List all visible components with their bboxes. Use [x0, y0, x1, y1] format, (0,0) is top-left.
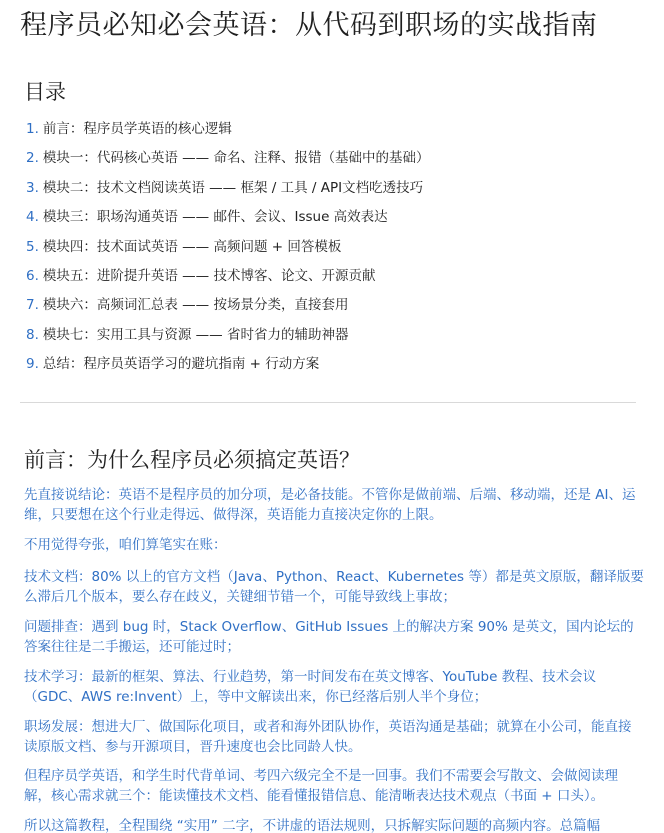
toc-item[interactable]: 6. 模块五：进阶提升英语 —— 技术博客、论文、开源贡献	[26, 267, 376, 284]
paragraph: 技术文档：80% 以上的官方文档（Java、Python、React、Kubernetes 等）都是英文原版，翻译版要么滞后几个版本，要么存在歧义，关键细节错一个，可能导致线上事故；	[24, 569, 644, 605]
toc-item[interactable]: 3. 模块二：技术文档阅读英语 —— 框架 / 工具 / API文档吃透技巧	[26, 179, 424, 196]
toc-item[interactable]: 1. 前言：程序员学英语的核心逻辑	[26, 121, 232, 137]
paragraph: 不用觉得夸张，咱们算笔实在账：	[24, 537, 227, 553]
paragraph: 问题排查：遇到 bug 时，Stack Overflow、GitHub Issues 上的解决方案 90% 是英文，国内论坛的答案往往是二手搬运，还可能过时；	[24, 619, 634, 655]
section-divider	[20, 402, 636, 403]
toc-item[interactable]: 4. 模块三：职场沟通英语 —— 邮件、会议、Issue 高效表达	[26, 209, 388, 226]
paragraph: 职场发展：想进大厂、做国际化项目，或者和海外团队协作，英语沟通是基础；就算在小公司，能直接读原版文档、参与开源项目，晋升速度也会比同龄人快。	[24, 719, 632, 755]
toc-item[interactable]: 9. 总结：程序员英语学习的避坑指南 + 行动方案	[26, 356, 320, 373]
toc-item[interactable]: 8. 模块七：实用工具与资源 —— 省时省力的辅助神器	[26, 326, 349, 343]
paragraph: 但程序员学英语，和学生时代背单词、考四六级完全不是一回事。我们不需要会写散文、会做阅读理解，核心需求就三个：能读懂技术文档、能看懂报错信息、能清晰表达技术观点（书面 + 口头）。	[24, 768, 618, 804]
section-heading: 前言：为什么程序员必须搞定英语？	[24, 448, 360, 472]
table-of-contents	[26, 118, 429, 383]
toc-item[interactable]: 5. 模块四：技术面试英语 —— 高频问题 + 回答模板	[26, 238, 342, 255]
toc-heading: 目录	[24, 80, 66, 104]
toc-item[interactable]: 2. 模块一：代码核心英语 —— 命名、注释、报错（基础中的基础）	[26, 150, 430, 167]
paragraph: 所以这篇教程，全程围绕 “实用” 二字，不讲虚的语法规则，只拆解实际问题的高频内容。总篇幅	[24, 818, 601, 833]
toc-item[interactable]: 7. 模块六：高频词汇总表 —— 按场景分类，直接套用	[26, 297, 349, 314]
paragraph: 先直接说结论：英语不是程序员的加分项，是必备技能。不管你是做前端、后端、移动端，还是 AI、运维，只要想在这个行业走得远、做得深，英语能力直接决定你的上限。	[24, 487, 636, 523]
document-title: 程序员必知必会英语：从代码到职场的实战指南	[20, 10, 598, 41]
paragraph: 技术学习：最新的框架、算法、行业趋势，第一时间发布在英文博客、YouTube 教程、技术会议（GDC、AWS re:Invent）上，等中文解读出来，你已经落后别人半个身位；	[24, 669, 597, 705]
